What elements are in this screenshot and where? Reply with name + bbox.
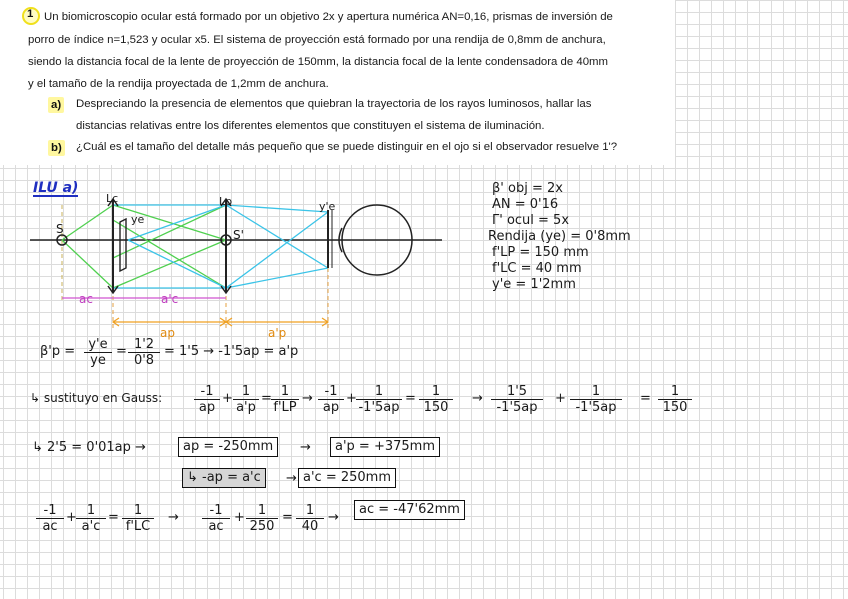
eq2-fraction: $\frac{1}{150}$ [419, 384, 453, 416]
label-lc: Lc [106, 192, 119, 205]
eq2-fraction: $\frac{-1}{ap}$ [194, 384, 220, 416]
part-b-line-1: ¿Cuál es el tamaño del detalle más pequeño que se puede distinguir en el ojo si el observador resuelve 1'? [76, 141, 618, 153]
eq2-fraction: $\frac{1}{-1'5ap}$ [356, 384, 402, 416]
eq2-label: ↳ sustituyo en Gauss: [30, 391, 163, 405]
eq5-fraction: $\frac{1}{f'LC}$ [122, 503, 154, 535]
label-a-prime-p: a'p [268, 326, 287, 340]
ray-cyan [226, 205, 328, 212]
label-ap: ap [160, 326, 175, 340]
ray-green [113, 205, 226, 240]
label-s: S [56, 222, 64, 236]
arrow: → [286, 471, 297, 486]
part-a-letter: a) [48, 97, 64, 113]
eq2-fraction: $\frac{1}{150}$ [658, 384, 692, 416]
arrow: → [300, 440, 311, 455]
result-box-a-prime-c: a'c = 250mm [298, 468, 396, 488]
label-a-prime-c: a'c [161, 292, 179, 306]
notes-heading: ILU a) [33, 180, 79, 196]
eq1-fraction: $\frac{y'e}{ye}$ [84, 337, 112, 369]
given-value: f'LC = 40 mm [492, 261, 582, 276]
label-ye: ye [131, 213, 145, 226]
eq3-prefix: ↳ 2'5 = 0'01ap → [32, 440, 146, 455]
ray-green [62, 240, 113, 288]
question-number-badge: 1 [22, 7, 40, 25]
part-a-line-2: distancias relativas entre los diferentes elementos que constituyen el sistema de iluminación. [76, 120, 545, 132]
eq5-fraction: $\frac{-1}{ac}$ [36, 503, 64, 535]
given-value: AN = 0'16 [492, 197, 559, 212]
eq2-fraction: $\frac{1'5}{-1'5ap}$ [491, 384, 543, 416]
eq5-fraction: $\frac{-1}{ac}$ [202, 503, 230, 535]
eq5-fraction: $\frac{1}{a'c}$ [76, 503, 106, 535]
ray-green [113, 205, 226, 258]
given-value: y'e = 1'2mm [492, 277, 576, 292]
given-value: Rendija (ye) = 0'8mm [488, 229, 631, 244]
eq1-fraction: $\frac{1'2}{0'8}$ [128, 337, 160, 369]
problem-line-3: siendo la distancia focal de la lente de proyección de 150mm, la distancia focal de la lente condensadora de 40mm [28, 56, 609, 68]
given-value: β' obj = 2x [492, 181, 563, 196]
ray-green [113, 220, 226, 288]
part-b-letter: b) [48, 140, 65, 156]
problem-line-1: Un biomicroscopio ocular está formado por un objetivo 2x y apertura numérica AN=0,16, prismas de inversión de [44, 11, 613, 23]
equals-sign: = [116, 344, 127, 359]
result-box-ac: ac = -47'62mm [354, 500, 465, 520]
given-value: f'LP = 150 mm [492, 245, 589, 260]
eq5-fraction: $\frac{1}{250}$ [246, 503, 278, 535]
ray-green [62, 205, 113, 240]
eq2-fraction: $\frac{-1}{ap}$ [318, 384, 344, 416]
eq2-fraction: $\frac{1}{f'LP}$ [271, 384, 299, 416]
label-ye-prime: y'e [319, 200, 336, 213]
given-value: Γ' ocul = 5x [492, 213, 570, 228]
ray-cyan [226, 268, 328, 288]
ray-cyan [128, 240, 226, 288]
eq1-lhs: β'p = [40, 344, 76, 359]
label-s-prime: S' [233, 228, 244, 242]
ray-green [113, 240, 226, 288]
relation-box: ↳ -ap = a'c [182, 468, 266, 488]
problem-line-2: porro de índice n=1,523 y ocular x5. El sistema de proyección está formado por una rendija de 0,8mm de anchura, [28, 34, 606, 46]
eq5-fraction: $\frac{1}{40}$ [296, 503, 324, 535]
eq1-result: = 1'5 → -1'5ap = a'p [164, 344, 299, 359]
result-box-a-prime-p: a'p = +375mm [330, 437, 440, 457]
label-ac: ac [79, 292, 93, 306]
problem-line-4: y el tamaño de la rendija proyectada de 1,2mm de anchura. [28, 78, 329, 90]
ray-cyan [226, 212, 328, 288]
eq2-fraction: $\frac{1}{-1'5ap}$ [570, 384, 622, 416]
result-box-ap: ap = -250mm [178, 437, 278, 457]
part-a-line-1: Despreciando la presencia de elementos que quiebran la trayectoria de los rayos luminosos, hallar las [76, 98, 592, 110]
eq2-fraction: $\frac{1}{a'p}$ [233, 384, 259, 416]
label-lp: Lp [219, 195, 233, 208]
